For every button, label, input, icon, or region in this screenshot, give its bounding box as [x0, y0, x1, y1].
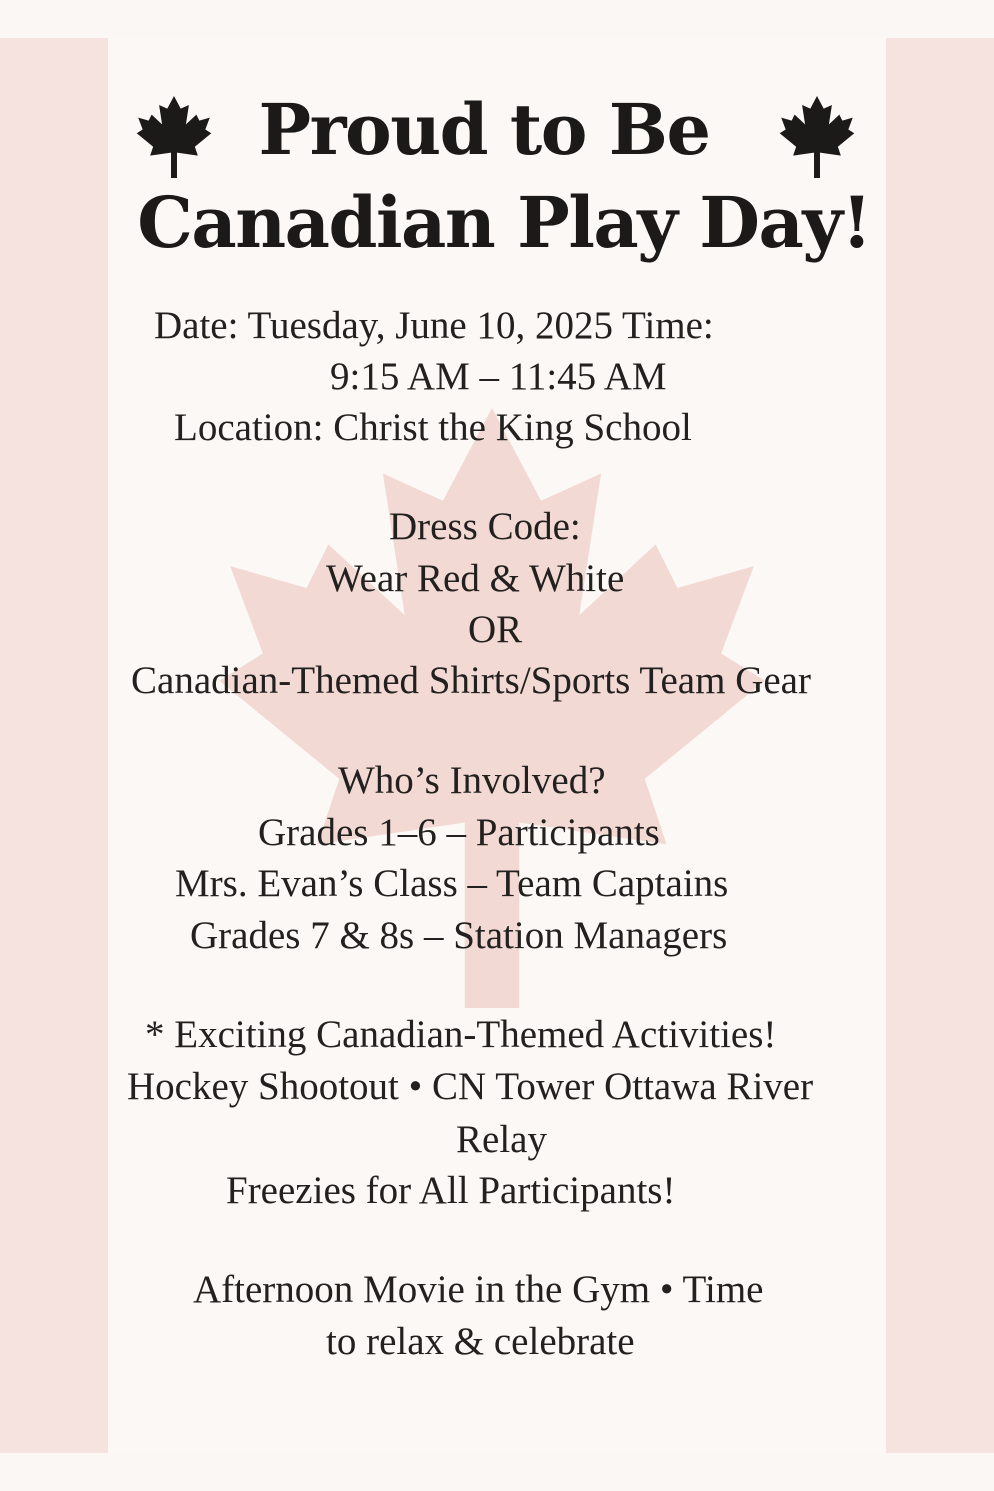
involved-row: Grades 7 & 8s – Station Managers	[190, 914, 728, 957]
activities-heading: * Exciting Canadian-Themed Activities!	[145, 1013, 777, 1056]
activities-list: Hockey Shootout • CN Tower Ottawa River	[127, 1065, 814, 1108]
activities-list-continued: Relay	[456, 1118, 547, 1161]
time-range: 9:15 AM – 11:45 AM	[330, 355, 667, 398]
page-title: Proud to Be	[258, 88, 710, 171]
page-title-line-2: Canadian Play Day!	[137, 181, 871, 264]
afternoon-line: Afternoon Movie in the Gym • Time	[193, 1268, 764, 1311]
location-line: Location: Christ the King School	[174, 406, 692, 449]
dress-code-or: OR	[468, 608, 523, 651]
dress-code-heading: Dress Code:	[389, 505, 581, 548]
involved-row: Grades 1–6 – Participants	[258, 811, 660, 854]
afternoon-line-2: to relax & celebrate	[326, 1320, 635, 1363]
dress-code-option-1: Wear Red & White	[326, 557, 625, 600]
dress-code-option-2: Canadian-Themed Shirts/Sports Team Gear	[131, 659, 811, 702]
date-time-line: Date: Tuesday, June 10, 2025 Time:	[154, 304, 714, 347]
left-red-band	[0, 38, 108, 1453]
involved-heading: Who’s Involved?	[338, 759, 606, 802]
treat-line: Freezies for All Participants!	[226, 1169, 676, 1212]
right-red-band	[886, 38, 994, 1453]
involved-row: Mrs. Evan’s Class – Team Captains	[175, 862, 729, 905]
